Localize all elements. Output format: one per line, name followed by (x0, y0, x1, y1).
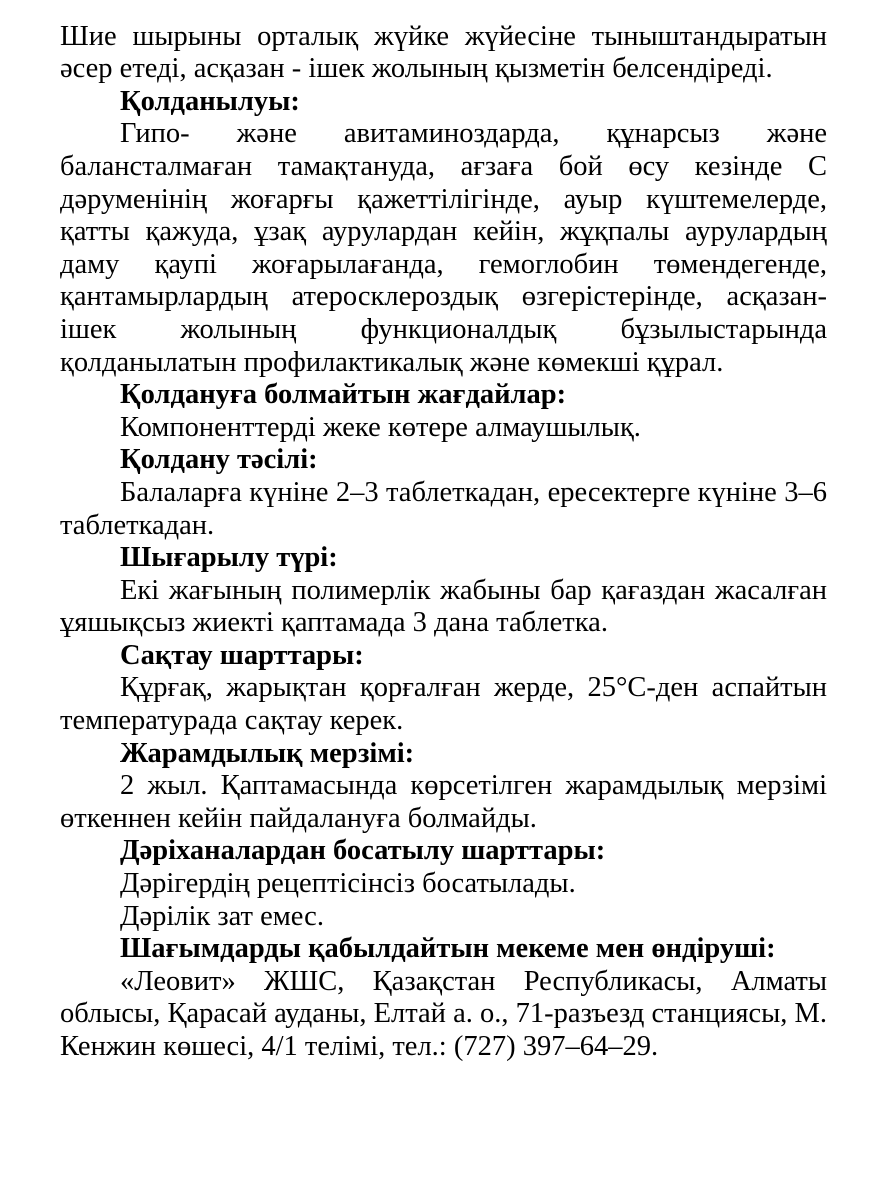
dispensing-paragraph-2: Дәрілік зат емес. (120, 900, 324, 932)
contraindications-heading: Қолдануға болмайтын жағдайлар: (120, 379, 567, 411)
shelf-life-heading: Жарамдылық мерзімі: (120, 737, 415, 769)
cut-off-top-line (60, 0, 827, 21)
method-heading: Қолдану тәсілі: (120, 444, 318, 476)
dispensing-paragraph-1: Дәрігердің рецептісінсіз босатылады. (120, 868, 576, 900)
dispensing-heading: Дәріханалардан босатылу шарттары: (120, 835, 606, 867)
method-paragraph: Балаларға күніне 2–3 таблеткадан, ересектерге күніне 3–6 таблеткадан. (60, 476, 827, 541)
usage-paragraph: Гипо- және авитаминоздарда, құнарсыз және балансталмаған тамақтануда, ағзаға бой өсу кезінде С дәруменінің жоғарғы қажеттілігінде, ауыр күштемелерде, қатты қажуда, ұзақ аурулардан кейін, жұқпалы аурулардың даму қаупі жоғарылағанда, гемоглобин төмендегенде, қантамырлардың атеросклероздық өзгерістерінде, асқазан-ішек жолының функционалдық бұзылыстарында қолданылатын профилактикалық және көмекші құрал. (60, 118, 827, 378)
manufacturer-paragraph: «Леовит» ЖШС, Қазақстан Республикасы, Алматы облысы, Қарасай ауданы, Елтай а. о., 71-разъезд станциясы, М. Кенжин көшесі, 4/1 телімі, тел.: (727) 397–64–29. (60, 965, 827, 1062)
storage-heading: Сақтау шарттары: (120, 639, 364, 671)
usage-heading: Қолданылуы: (120, 85, 300, 117)
release-form-heading: Шығарылу түрі: (120, 542, 338, 574)
document-page (60, 0, 827, 1064)
intro-paragraph: Шие шырыны орталық жүйке жүйесіне тыныштандыратын әсер етеді, асқазан - ішек жолының қызметін белсендіреді. (60, 20, 827, 85)
shelf-life-paragraph: 2 жыл. Қаптамасында көрсетілген жарамдылық мерзімі өткеннен кейін пайдалануға болмайды. (60, 770, 827, 834)
storage-paragraph: Құрғақ, жарықтан қорғалған жерде, 25°С-ден аспайтын температурада сақтау керек. (60, 672, 827, 737)
contraindications-paragraph: Компоненттерді жеке көтере алмаушылық. (120, 411, 641, 443)
release-form-paragraph: Екі жағының полимерлік жабыны бар қағаздан жасалған ұяшықсыз жиекті қаптамада 3 дана таблетка. (60, 574, 827, 639)
manufacturer-heading: Шағымдарды қабылдайтын мекеме мен өндіруші: (120, 933, 776, 965)
